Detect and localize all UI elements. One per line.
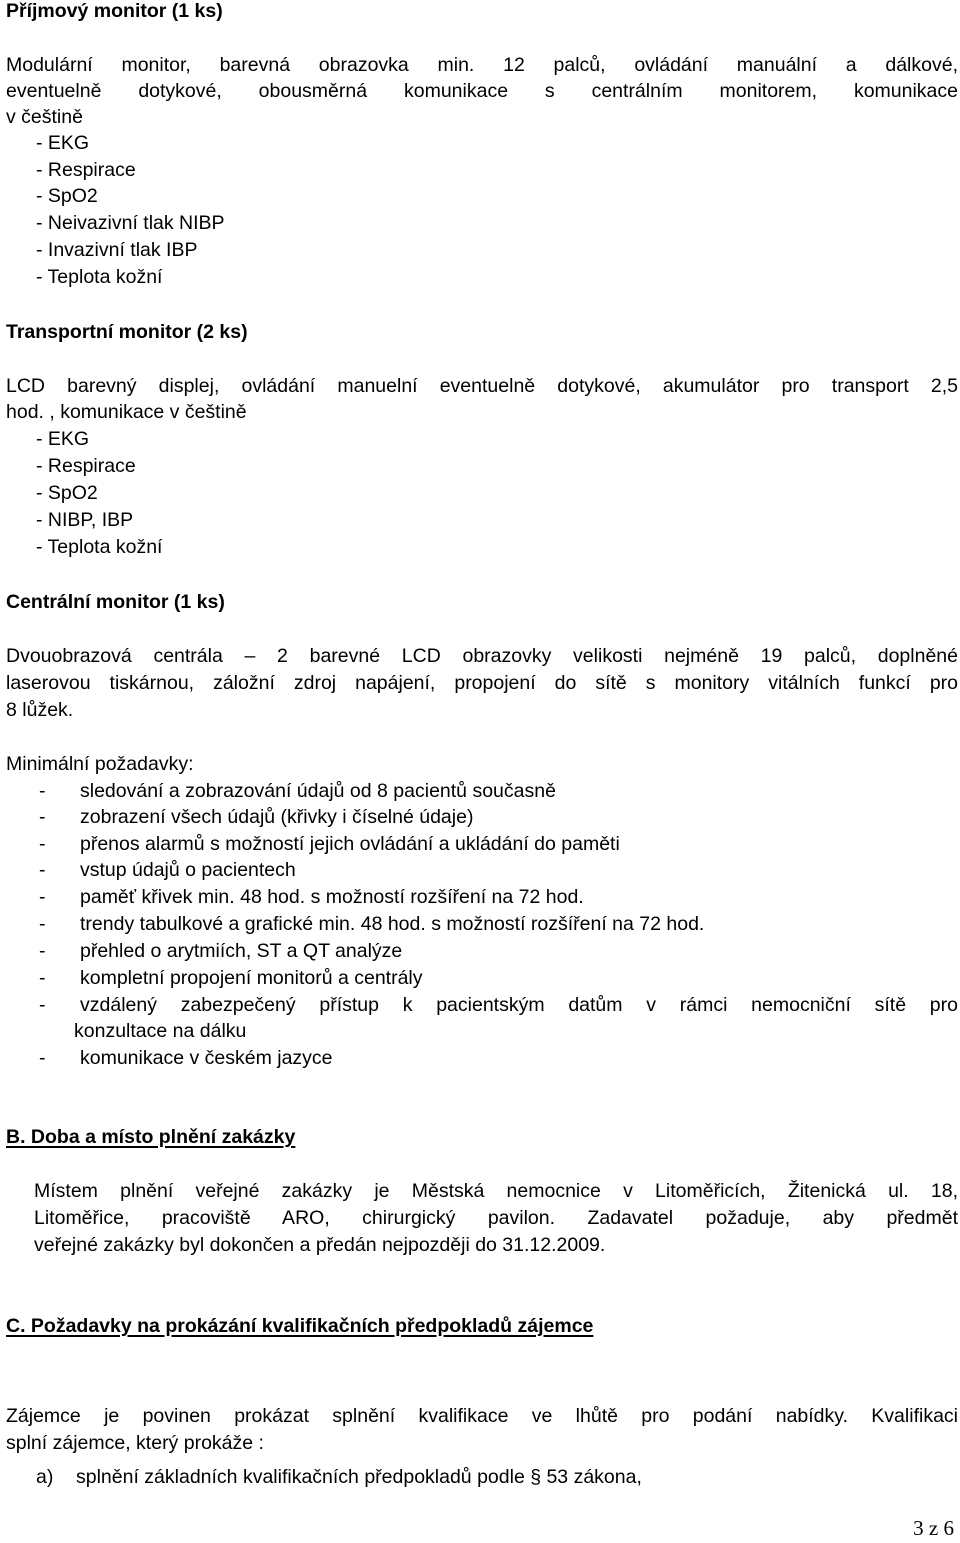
requirement-continuation: konzultace na dálku bbox=[74, 1020, 247, 1042]
list-item: - Teplota kožní bbox=[36, 266, 163, 288]
list-dash: - bbox=[39, 780, 46, 802]
requirement-item bbox=[6, 911, 958, 937]
requirement-text: trendy tabulkové a grafické min. 48 hod. s možností rozšíření na 72 hod. bbox=[80, 913, 705, 935]
central-monitor-desc: laserovou tiskárnou, záložní zdroj napájení, propojení do sítě s monitory vitálních funkcí pro bbox=[6, 672, 958, 694]
list-item: - Teplota kožní bbox=[36, 536, 163, 558]
section-b-text: veřejné zakázky byl dokončen a předán nejpozději do 31.12.2009. bbox=[34, 1234, 606, 1256]
list-dash: - bbox=[39, 1047, 46, 1069]
section-b-text: Litoměřice, pracoviště ARO, chirurgický pavilon. Zadavatel požaduje, aby předmět bbox=[34, 1207, 958, 1229]
list-dash: - bbox=[39, 859, 46, 881]
list-item: - EKG bbox=[36, 428, 90, 450]
central-monitor-desc: 8 lůžek. bbox=[6, 699, 74, 721]
list-item: - Invazivní tlak IBP bbox=[36, 239, 198, 261]
requirement-text: komunikace v českém jazyce bbox=[80, 1047, 333, 1069]
page-number: 3 z 6 bbox=[913, 1516, 954, 1540]
requirement-item bbox=[6, 857, 958, 883]
requirement-item bbox=[6, 778, 958, 804]
requirement-item bbox=[6, 965, 958, 991]
section-c-text: Zájemce je povinen prokázat splnění kvalifikace ve lhůtě pro podání nabídky. Kvalifikaci bbox=[6, 1405, 958, 1427]
list-item: - SpO2 bbox=[36, 482, 98, 504]
list-marker: a) bbox=[36, 1466, 54, 1488]
list-dash: - bbox=[39, 967, 46, 989]
requirement-text: sledování a zobrazování údajů od 8 pacientů současně bbox=[80, 780, 556, 802]
list-dash: - bbox=[39, 940, 46, 962]
intake-monitor-desc: v češtině bbox=[6, 106, 83, 128]
requirement-item bbox=[6, 884, 958, 910]
list-dash: - bbox=[39, 913, 46, 935]
requirement-text: vzdálený zabezpečený přístup k pacientským datům v rámci nemocniční sítě pro bbox=[80, 994, 958, 1016]
requirement-item bbox=[6, 992, 958, 1018]
transport-monitor-desc: hod. , komunikace v češtině bbox=[6, 401, 247, 423]
requirement-text: přehled o arytmiích, ST a QT analýze bbox=[80, 940, 403, 962]
intake-monitor-desc: eventuelně dotykové, obousměrná komunikace s centrálním monitorem, komunikace bbox=[6, 80, 958, 102]
requirement-item bbox=[6, 938, 958, 964]
list-dash: - bbox=[39, 886, 46, 908]
intake-monitor-desc: Modulární monitor, barevná obrazovka min. 12 palců, ovládání manuální a dálkové, bbox=[6, 54, 958, 76]
section-b-heading: B. Doba a místo plnění zakázky bbox=[6, 1126, 296, 1148]
requirement-text: paměť křivek min. 48 hod. s možností rozšíření na 72 hod. bbox=[80, 886, 584, 908]
intake-monitor-heading: Příjmový monitor (1 ks) bbox=[6, 0, 223, 22]
requirement-text: kompletní propojení monitorů a centrály bbox=[80, 967, 423, 989]
list-dash: - bbox=[39, 806, 46, 828]
requirement-item bbox=[6, 804, 958, 830]
transport-monitor-desc: LCD barevný displej, ovládání manuelní eventuelně dotykové, akumulátor pro transport 2,5 bbox=[6, 375, 958, 397]
central-monitor-heading: Centrální monitor (1 ks) bbox=[6, 591, 225, 613]
central-monitor-desc: Dvouobrazová centrála – 2 barevné LCD obrazovky velikosti nejméně 19 palců, doplněné bbox=[6, 645, 958, 667]
requirement-text: vstup údajů o pacientech bbox=[80, 859, 296, 881]
requirements-label: Minimální požadavky: bbox=[6, 753, 194, 775]
requirement-text: zobrazení všech údajů (křivky i číselné údaje) bbox=[80, 806, 474, 828]
section-b-text: Místem plnění veřejné zakázky je Městská nemocnice v Litoměřicích, Žitenická ul. 18, bbox=[34, 1180, 958, 1202]
transport-monitor-heading: Transportní monitor (2 ks) bbox=[6, 321, 248, 343]
list-dash: - bbox=[39, 994, 46, 1016]
requirement-item bbox=[6, 831, 958, 857]
list-item: - SpO2 bbox=[36, 185, 98, 207]
list-item: - NIBP, IBP bbox=[36, 509, 134, 531]
requirement-item bbox=[6, 1045, 958, 1071]
list-item bbox=[36, 1464, 642, 1490]
list-dash: - bbox=[39, 833, 46, 855]
list-item-text: splnění základních kvalifikačních předpokladů podle § 53 zákona, bbox=[76, 1466, 642, 1488]
list-item: - Respirace bbox=[36, 455, 136, 477]
requirement-text: přenos alarmů s možností jejich ovládání a ukládání do paměti bbox=[80, 833, 620, 855]
section-c-heading: C. Požadavky na prokázání kvalifikačních předpokladů zájemce bbox=[6, 1315, 594, 1337]
list-item: - Respirace bbox=[36, 159, 136, 181]
list-item: - EKG bbox=[36, 132, 90, 154]
section-c-text: splní zájemce, který prokáže : bbox=[6, 1432, 264, 1454]
list-item: - Neivazivní tlak NIBP bbox=[36, 212, 225, 234]
